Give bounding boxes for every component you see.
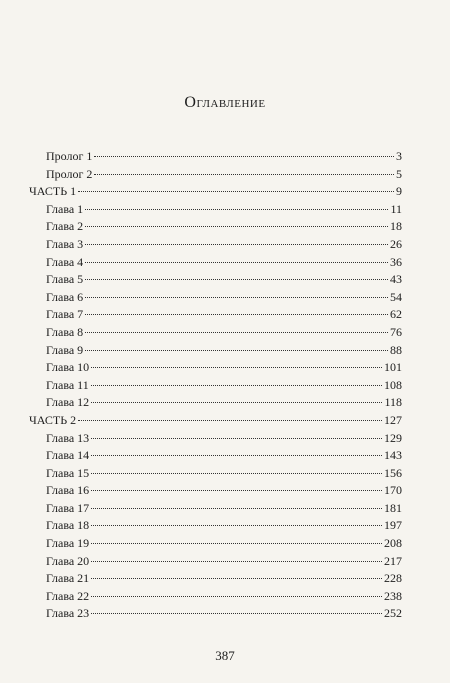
toc-entry-page: 217 <box>384 553 402 568</box>
toc-entry-label: Глава 9 <box>46 342 84 357</box>
toc-entry-page: 108 <box>384 377 402 392</box>
toc-entry[interactable] <box>29 254 402 272</box>
dot-leader <box>91 385 382 386</box>
toc-entry-label: Глава 23 <box>46 606 90 621</box>
dot-leader <box>91 473 382 474</box>
dot-leader <box>85 209 388 210</box>
dot-leader <box>85 226 388 227</box>
toc-entry[interactable] <box>29 201 402 219</box>
toc-entry-page: 127 <box>384 412 402 427</box>
toc-entry-page: 181 <box>384 500 402 515</box>
table-of-contents <box>29 148 402 623</box>
dot-leader <box>91 525 382 526</box>
toc-entry-label: Глава 12 <box>46 395 90 410</box>
page-number: 387 <box>215 648 235 663</box>
toc-entry[interactable] <box>29 218 402 236</box>
dot-leader <box>94 156 394 157</box>
toc-entry-label: Пролог 2 <box>46 166 93 181</box>
dot-leader <box>85 297 388 298</box>
toc-entry[interactable] <box>29 377 402 395</box>
toc-entry-page: 118 <box>384 395 402 410</box>
toc-entry-label: ЧАСТЬ 2 <box>29 412 77 427</box>
toc-entry-page: 36 <box>390 254 402 269</box>
toc-entry[interactable] <box>29 570 402 588</box>
dot-leader <box>85 262 388 263</box>
toc-entry[interactable] <box>29 412 402 430</box>
toc-entry-page: 88 <box>390 342 402 357</box>
toc-entry-label: Глава 2 <box>46 219 84 234</box>
dot-leader <box>78 420 382 421</box>
toc-entry[interactable] <box>29 535 402 553</box>
dot-leader <box>91 613 382 614</box>
dot-leader <box>91 508 382 509</box>
dot-leader <box>85 279 388 280</box>
dot-leader <box>85 332 388 333</box>
toc-entry-page: 197 <box>384 518 402 533</box>
toc-entry-label: Глава 22 <box>46 588 90 603</box>
toc-entry-label: Глава 10 <box>46 360 90 375</box>
toc-entry-label: Глава 13 <box>46 430 90 445</box>
dot-leader <box>91 561 382 562</box>
toc-entry-label: Глава 21 <box>46 571 90 586</box>
toc-entry-page: 9 <box>396 184 402 199</box>
dot-leader <box>85 244 388 245</box>
toc-entry[interactable] <box>29 517 402 535</box>
toc-entry-page: 62 <box>390 307 402 322</box>
dot-leader <box>91 543 382 544</box>
dot-leader <box>91 455 382 456</box>
dot-leader <box>91 438 382 439</box>
dot-leader <box>78 191 394 192</box>
toc-entry[interactable] <box>29 605 402 623</box>
toc-entry-page: 76 <box>390 324 402 339</box>
dot-leader <box>91 402 382 403</box>
toc-entry-label: Глава 8 <box>46 324 84 339</box>
toc-entry-label: Глава 18 <box>46 518 90 533</box>
toc-entry-label: Глава 5 <box>46 272 84 287</box>
toc-entry-label: Пролог 1 <box>46 149 93 163</box>
toc-entry-label: Глава 3 <box>46 236 84 251</box>
toc-entry-label: Глава 4 <box>46 254 84 269</box>
toc-entry[interactable] <box>29 166 402 184</box>
toc-entry-page: 18 <box>390 219 402 234</box>
toc-entry[interactable] <box>29 588 402 606</box>
toc-entry[interactable] <box>29 394 402 412</box>
toc-entry-label: Глава 17 <box>46 500 90 515</box>
toc-entry-page: 54 <box>390 289 402 304</box>
toc-entry[interactable] <box>29 183 402 201</box>
toc-entry-label: Глава 15 <box>46 465 90 480</box>
toc-entry-label: Глава 19 <box>46 536 90 551</box>
toc-entry-page: 156 <box>384 465 402 480</box>
dot-leader <box>85 350 388 351</box>
toc-entry-page: 252 <box>384 606 402 621</box>
dot-leader <box>91 578 382 579</box>
toc-entry-page: 3 <box>396 149 402 163</box>
toc-entry-label: Глава 14 <box>46 448 90 463</box>
toc-entry[interactable] <box>29 482 402 500</box>
toc-entry-page: 11 <box>390 201 402 216</box>
toc-entry[interactable] <box>29 342 402 360</box>
toc-entry[interactable] <box>29 430 402 448</box>
dot-leader <box>85 314 388 315</box>
toc-entry-page: 208 <box>384 536 402 551</box>
toc-entry-label: Глава 1 <box>46 201 84 216</box>
toc-entry[interactable] <box>29 271 402 289</box>
toc-entry[interactable] <box>29 553 402 571</box>
toc-entry-page: 43 <box>390 272 402 287</box>
toc-entry-label: Глава 7 <box>46 307 84 322</box>
toc-entry-page: 5 <box>396 166 402 181</box>
toc-entry-label: Глава 16 <box>46 483 90 498</box>
dot-leader <box>91 596 382 597</box>
toc-entry-label: ЧАСТЬ 1 <box>29 184 77 199</box>
dot-leader <box>94 174 394 175</box>
toc-entry-label: Глава 11 <box>46 377 89 392</box>
toc-entry[interactable] <box>29 500 402 518</box>
toc-entry[interactable] <box>29 447 402 465</box>
toc-entry-page: 228 <box>384 571 402 586</box>
toc-entry-label: Глава 6 <box>46 289 84 304</box>
toc-entry-page: 143 <box>384 448 402 463</box>
dot-leader <box>91 367 382 368</box>
toc-entry[interactable] <box>29 465 402 483</box>
page-title: Оглавление <box>184 94 266 111</box>
toc-entry[interactable] <box>29 324 402 342</box>
toc-entry[interactable] <box>29 289 402 307</box>
toc-entry-page: 101 <box>384 360 402 375</box>
dot-leader <box>91 490 382 491</box>
toc-entry[interactable] <box>29 236 402 254</box>
toc-entry-page: 26 <box>390 236 402 251</box>
toc-entry-page: 170 <box>384 483 402 498</box>
toc-entry[interactable] <box>29 148 402 166</box>
toc-entry[interactable] <box>29 359 402 377</box>
toc-entry[interactable] <box>29 306 402 324</box>
toc-entry-page: 129 <box>384 430 402 445</box>
toc-entry-label: Глава 20 <box>46 553 90 568</box>
toc-entry-page: 238 <box>384 588 402 603</box>
